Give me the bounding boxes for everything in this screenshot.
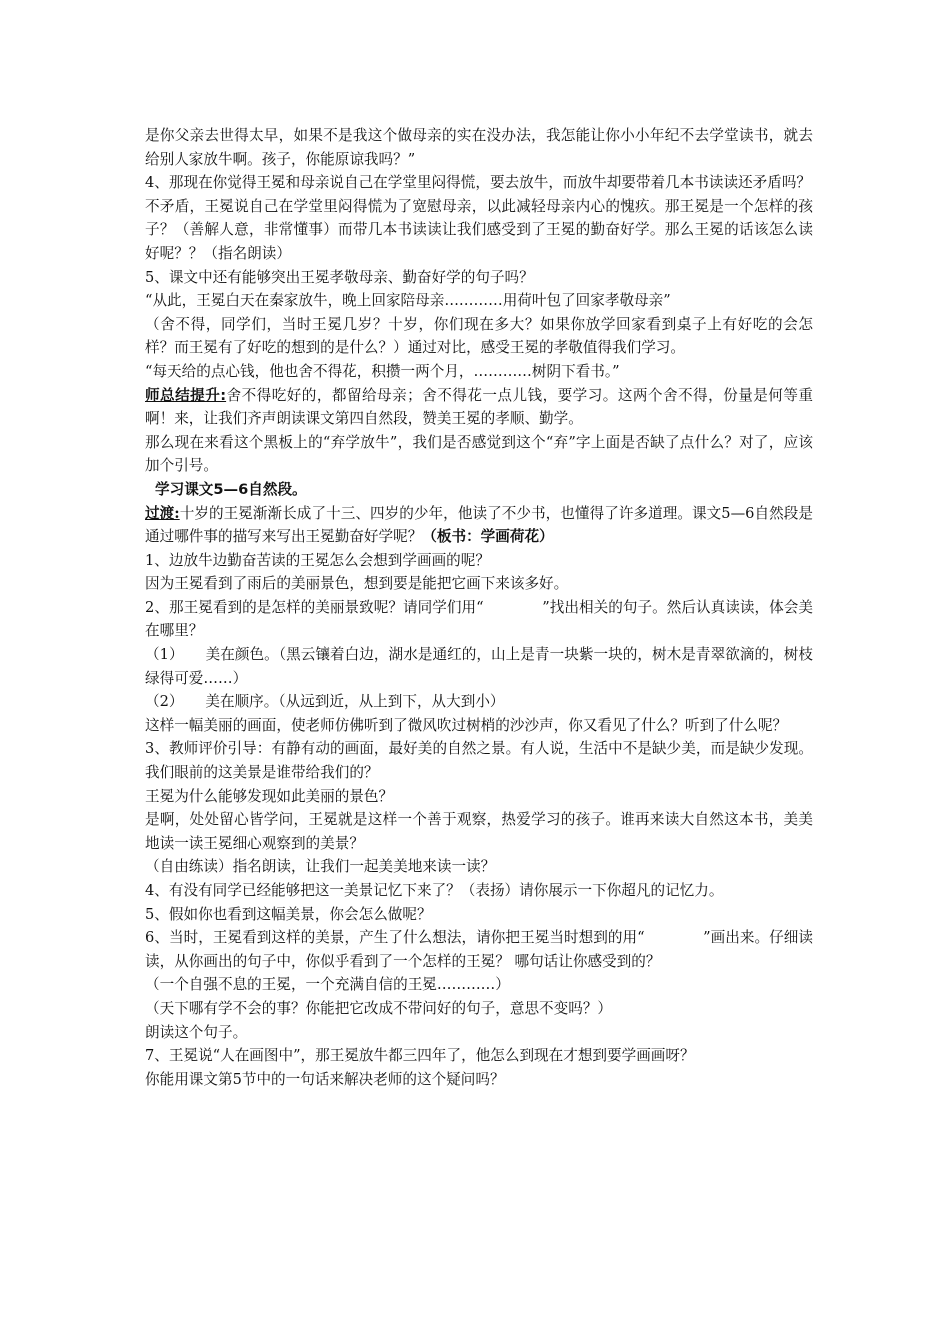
paragraph: 是你父亲去世得太早，如果不是我这个做母亲的实在没办法，我怎能让你小小年纪不去学堂读书，就去给别人家放牛啊。孩子，你能原谅我吗？”	[145, 127, 813, 168]
board-note: （板书：学画荷花）	[422, 528, 554, 546]
paragraph: 你能用课文第5节中的一句话来解决老师的这个疑问吗？	[145, 1070, 505, 1088]
paragraph: （天下哪有学不会的事？你能把它改成不带问好的句子，意思不变吗？）	[145, 999, 613, 1017]
paragraph: （2） 美在顺序。（从远到近，从上到下，从大到小）	[145, 693, 505, 711]
summary-text: 舍不得吃好的，都留给母亲；舍不得花一点儿钱，要学习。这两个舍不得，份量是何等重啊！来，让我们齐声朗读课文第四自然段，赞美王冕的孝顺、勤学。	[145, 386, 813, 428]
paragraph: 2、那王冕看到的是怎样的美丽景致呢？请同学们用“ ”找出相关的句子。然后认真读读，体会美在哪里？	[145, 598, 813, 640]
paragraph: 4、那现在你觉得王冕和母亲说自己在学堂里闷得慌，要去放牛，而放牛却要带着几本书读读还矛盾吗？	[145, 174, 812, 192]
paragraph: “从此，王冕白天在秦家放牛，晚上回家陪母亲…………用荷叶包了回家孝敬母亲”	[145, 292, 671, 310]
paragraph: 那么现在来看这个黑板上的“弃学放牛”，我们是否感觉到这个“弃”字上面是否缺了点什么？对了，应该加个引号。	[145, 433, 813, 475]
paragraph: 5、假如你也看到这幅美景，你会怎么做呢？	[145, 905, 432, 923]
paragraph: （舍不得，同学们，当时王冕几岁？十岁，你们现在多大？如果你放学回家看到桌子上有好吃的会怎样？而王冕有了好吃的想到的是什么？）通过对比，感受王冕的孝敬值得我们学习。	[145, 315, 813, 357]
paragraph: 5、课文中还有能够突出王冕孝敬母亲、勤奋好学的句子吗？	[145, 268, 534, 286]
document-page	[145, 124, 813, 1091]
transition-text: 十岁的王冕渐渐长成了十三、四岁的少年，他读了不少书，也懂得了许多道理。课文5—6自然段是通过哪件事的描写来写出王冕勤奋好学呢？	[145, 504, 814, 546]
paragraph: 朗读这个句子。	[145, 1023, 248, 1041]
transition-label: 过渡:	[145, 504, 180, 522]
paragraph: 6、当时，王冕看到这样的美景，产生了什么想法，请你把王冕当时想到的用“ ”画出来。仔细读读，从你画出的句子中，你似乎看到了一个怎样的王冕？ 哪句话让你感受到的？	[145, 929, 813, 970]
transition-paragraph	[145, 502, 813, 549]
paragraph: 7、王冕说“人在画图中”，那王冕放牛都三四年了，他怎么到现在才想到要学画画呀？	[145, 1047, 695, 1065]
paragraph: 这样一幅美丽的画面，使老师仿佛听到了微风吹过树梢的沙沙声，你又看见了什么？听到了什么呢？	[145, 716, 788, 734]
paragraph: “每天给的点心钱，他也舍不得花，积攒一两个月，…………树阴下看书。”	[145, 362, 620, 380]
paragraph: 王冕为什么能够发现如此美丽的景色？	[145, 787, 394, 805]
summary-paragraph	[145, 384, 813, 431]
paragraph: 3、教师评价引导：有静有动的画面，最好美的自然之景。有人说，生活中不是缺少美，而是缺少发现。我们眼前的这美景是谁带给我们的？	[145, 740, 813, 782]
paragraph: 4、有没有同学已经能够把这一美景记忆下来了？（表扬）请你展示一下你超凡的记忆力。	[145, 882, 724, 899]
paragraph: 不矛盾，王冕说自己在学堂里闷得慌为了宽慰母亲，以此减轻母亲内心的愧疚。那王冕是一个怎样的孩子？（善解人意，非常懂事）而带几本书读读让我们感受到了王冕的勤奋好学。那么王冕的话该怎么读好呢？？（指名朗读）	[145, 197, 813, 262]
paragraph: （一个自强不息的王冕，一个充满自信的王冕…………）	[145, 976, 510, 994]
paragraph: 1、边放牛边勤奋苦读的王冕怎么会想到学画画的呢？	[145, 551, 490, 569]
section-heading: 学习课文5—6自然段。	[155, 480, 307, 498]
paragraph: （1） 美在颜色。（黑云镶着白边，湖水是通红的，山上是青一块紫一块的，树木是青翠欲滴的，树枝绿得可爱……）	[145, 646, 813, 687]
paragraph: 因为王冕看到了雨后的美丽景色，想到要是能把它画下来该多好。	[145, 575, 569, 593]
summary-label: 师总结提升:	[145, 386, 227, 404]
paragraph: 是啊，处处留心皆学问，王冕就是这样一个善于观察，热爱学习的孩子。谁再来读大自然这本书，美美地读一读王冕细心观察到的美景？	[145, 811, 813, 852]
paragraph: （自由练读）指名朗读，让我们一起美美地来读一读？	[145, 858, 496, 876]
